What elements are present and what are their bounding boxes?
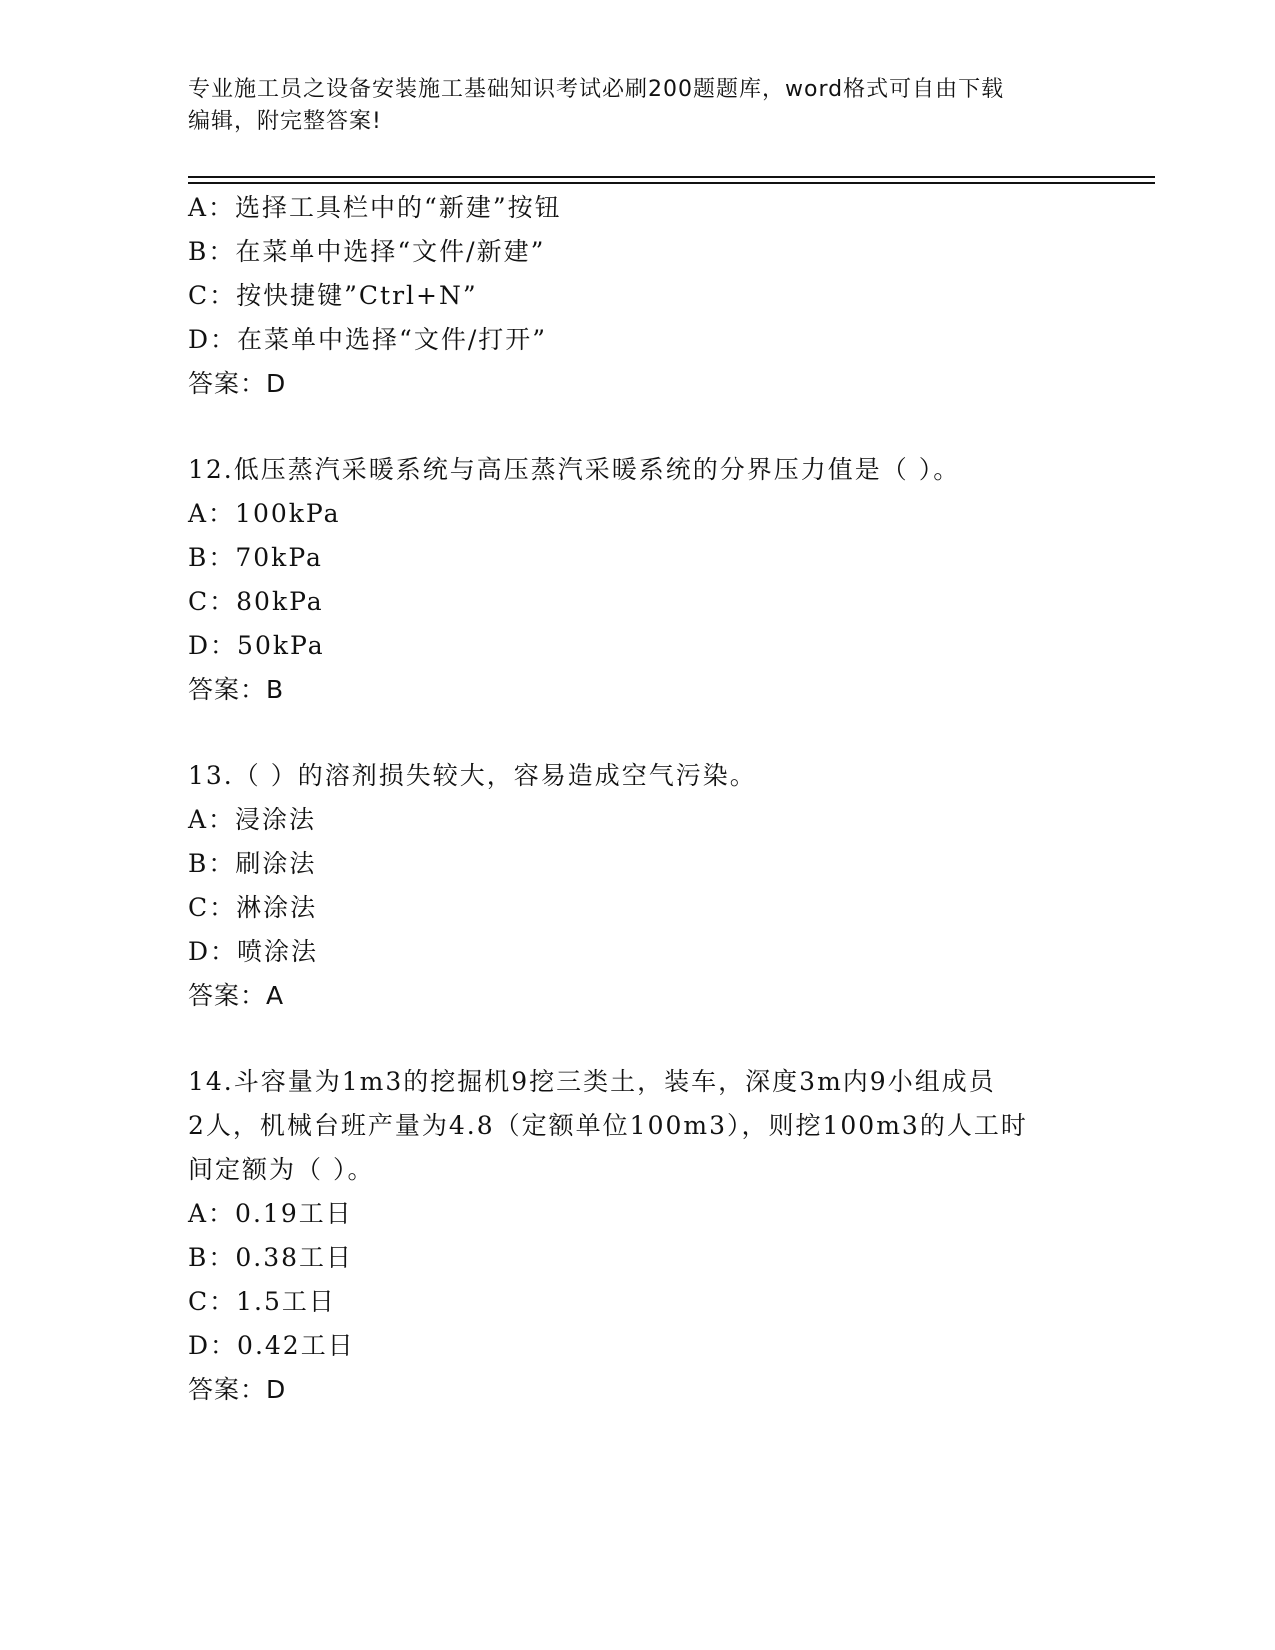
q13-stem: 13.（ ）的溶剂损失较大，容易造成空气污染。: [188, 761, 757, 790]
q12-stem: 12.低压蒸汽采暖系统与高压蒸汽采暖系统的分界压力值是（ ）。: [188, 455, 961, 484]
header-divider-top: [188, 176, 1155, 178]
q13-option-d: D：喷涂法: [188, 937, 319, 966]
q11-option-d: D：在菜单中选择“文件/打开”: [188, 325, 548, 354]
header-line-1: 专业施工员之设备安装施工基础知识考试必刷200题题库，word格式可自由下载: [188, 77, 1005, 102]
q12-answer: 答案：B: [188, 675, 285, 704]
q14-option-b: B：0.38工日: [188, 1243, 354, 1272]
document-header: [188, 74, 1068, 138]
q14-option-c: C：1.5工日: [188, 1287, 336, 1316]
q14-option-d: D：0.42工日: [188, 1331, 355, 1360]
q12-option-a: A：100kPa: [188, 499, 341, 528]
q13-option-a: A：浸涂法: [188, 805, 317, 834]
q13-option-c: C：淋涂法: [188, 893, 318, 922]
header-line-2: 编辑，附完整答案!: [188, 109, 382, 134]
q11-option-a: A：选择工具栏中的“新建”按钮: [188, 193, 562, 222]
header-divider-bottom: [188, 182, 1155, 184]
q13-option-b: B：刷涂法: [188, 849, 317, 878]
q12-option-c: C：80kPa: [188, 587, 324, 616]
q14-stem-line-2: 2人，机械台班产量为4.8（定额单位100m3），则挖100m3的人工时: [188, 1111, 1028, 1140]
q11-option-b: B：在菜单中选择“文件/新建”: [188, 237, 546, 266]
q14-answer: 答案：D: [188, 1375, 287, 1404]
q12-option-d: D：50kPa: [188, 631, 325, 660]
q14-stem-line-3: 间定额为（ ）。: [188, 1155, 375, 1184]
q14-option-a: A：0.19工日: [188, 1199, 353, 1228]
q11-option-c: C：按快捷键”Ctrl+N”: [188, 281, 478, 310]
q12-option-b: B：70kPa: [188, 543, 323, 572]
q13-answer: 答案：A: [188, 981, 285, 1010]
q14-stem-line-1: 14.斗容量为1m3的挖掘机9挖三类土，装车，深度3m内9小组成员: [188, 1067, 996, 1096]
q11-answer: 答案：D: [188, 369, 287, 398]
